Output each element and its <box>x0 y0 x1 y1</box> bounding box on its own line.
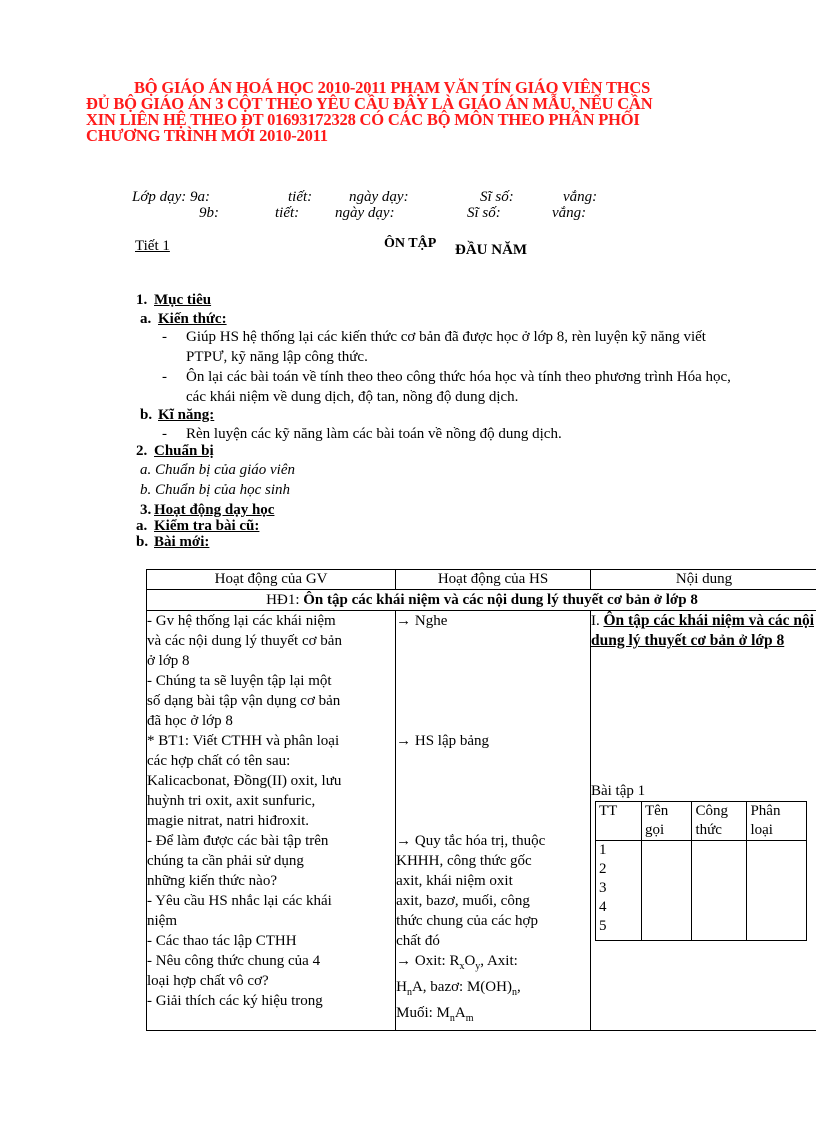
class-9b-tiet: tiết: <box>275 205 300 221</box>
activity-1-title: Ôn tập các khái niệm và các nội dung lý thuyết cơ bản ở lớp 8 <box>303 591 698 608</box>
section-3b-number: b. <box>136 534 149 550</box>
gv-line: - Các thao tác lập CTHH <box>147 933 297 949</box>
formula-sub: n <box>511 987 517 998</box>
formula-sub: m <box>465 1013 474 1024</box>
gv-line: những kiến thức nào? <box>147 873 277 889</box>
gv-line: và các nội dung lý thuyết cơ bản <box>147 633 342 649</box>
sub-row-number: 1 <box>598 842 607 858</box>
gv-line: * BT1: Viết CTHH và phân loại <box>147 733 340 749</box>
gv-line: - Nêu công thức chung của 4 <box>147 953 321 969</box>
hs-rule-line: KHHH, công thức gốc <box>396 853 532 869</box>
class-9b-label: 9b: <box>199 205 219 221</box>
formula-part: O <box>464 953 476 969</box>
section-3a-number: a. <box>136 518 148 534</box>
content-section-I <box>591 611 816 651</box>
banner-line-1: BỘ GIÁO ÁN HOÁ HỌC 2010-2011 PHẠM VĂN TÍN GIÁO VIÊN THCS <box>134 78 651 97</box>
prep-teacher: a. Chuẩn bị của giáo viên <box>140 462 295 478</box>
hs-rule-line: chất đó <box>396 933 440 949</box>
promo-banner <box>86 80 786 144</box>
content-section-I-title: Ôn tập các khái niệm và các nội dung lý thuyết cơ bản ở lớp 8 <box>590 612 815 649</box>
gv-line: loại hợp chất vô cơ? <box>147 973 269 989</box>
banner-line-4: CHƯƠNG TRÌNH MỚI 2010-2011 <box>86 126 328 145</box>
prep-student: b. Chuẩn bị của học sinh <box>140 482 290 498</box>
formula-sub: y <box>475 961 481 972</box>
hs-make-table: → HS lập bảng <box>396 733 490 749</box>
class-9a-tiet: tiết: <box>288 189 313 205</box>
student-activity-cell <box>396 611 591 1031</box>
formula-sub: x <box>459 961 465 972</box>
class-9a-siso: Sĩ số: <box>480 189 514 205</box>
sub-row-number: 4 <box>598 899 607 915</box>
formula-part: , <box>516 979 521 995</box>
hs-rule-line: axit, khái niệm oxit <box>396 873 513 889</box>
class-9b-siso: Sĩ số: <box>467 205 501 221</box>
lesson-title-b: ĐẦU NĂM <box>455 242 528 258</box>
gv-line: - Yêu cầu HS nhắc lại các khái <box>147 893 332 909</box>
hs-rule-line: axit, bazơ, muối, công <box>396 893 530 909</box>
hs-formula-axit-bazo <box>396 977 590 1003</box>
class-9a-label: Lớp dạy: 9a: <box>132 189 210 205</box>
sub-header-tt: TT <box>595 802 641 841</box>
formula-part: → Oxit: R <box>396 953 460 969</box>
teacher-activity-cell <box>147 611 396 1031</box>
content-cell <box>590 611 816 1031</box>
section-3a-heading: Kiểm tra bài cũ: <box>154 518 260 534</box>
sub-row-number: 2 <box>598 861 607 877</box>
formula-part: A, bazơ: M(OH) <box>411 979 512 995</box>
section-1b-heading: Kĩ năng: <box>158 407 215 423</box>
lesson-table <box>146 569 816 1031</box>
gv-line: chúng ta cần phải sử dụng <box>147 853 304 869</box>
sub-header-class: Phân loại <box>747 802 807 841</box>
hs-formula-muoi <box>396 1003 590 1029</box>
gv-line: - Để làm được các bài tập trên <box>147 833 329 849</box>
formula-sub: n <box>406 987 412 998</box>
sub-row-number: 5 <box>598 918 607 934</box>
lesson-number: Tiết 1 <box>135 238 170 254</box>
sub-cell-formula <box>692 841 747 941</box>
activity-1-prefix: HĐ1: <box>266 591 300 608</box>
exercise-1-label: Bài tập 1 <box>590 783 646 799</box>
knowledge-item-1: - Giúp HS hệ thống lại các kiến thức cơ bản đã được học ở lớp 8, rèn luyện kỹ năng viết PTPƯ, kỹ năng lập công thức. <box>162 329 706 365</box>
sub-cell-class <box>747 841 807 941</box>
exercise-1-table <box>595 801 807 941</box>
gv-line: các hợp chất có tên sau: <box>147 753 291 769</box>
knowledge-item-2: - Ôn lại các bài toán về tính theo theo công thức hóa học và tính theo phương trình Hóa học, các khái niệm về dung dịch, độ tan, nồng độ dung dịch. <box>162 369 731 405</box>
class-9a-ngay: ngày dạy: <box>349 189 409 205</box>
class-9a-vang: vắng: <box>563 189 598 205</box>
section-2-number: 2. <box>136 443 148 459</box>
header-content: Nội dung <box>590 570 816 590</box>
hs-listen: → Nghe <box>396 613 448 629</box>
class-9b-vang: vắng: <box>552 205 587 221</box>
banner-line-3: XIN LIÊN HỆ THEO ĐT 01693172328 CÓ CÁC BỘ MÔN THEO PHÂN PHỐI <box>86 110 640 129</box>
skill-item-1: - Rèn luyện các kỹ năng làm các bài toán về nồng độ dung dịch. <box>162 426 562 442</box>
section-3b-heading: Bài mới: <box>154 534 210 550</box>
section-2-heading: Chuẩn bị <box>154 443 214 459</box>
gv-line: số dạng bài tập vận dụng cơ bản <box>147 693 341 709</box>
gv-line: - Gv hệ thống lại các khái niệm <box>147 613 336 629</box>
skill-item-1-text: Rèn luyện các kỹ năng làm các bài toán về nồng độ dung dịch. <box>186 426 562 442</box>
formula-sub: n <box>449 1013 455 1024</box>
sub-header-formula: Công thức <box>692 802 747 841</box>
formula-part: Muối: M <box>396 1005 450 1021</box>
section-3-number: 3. <box>140 502 152 518</box>
hs-rule-line: → Quy tắc hóa trị, thuộc <box>396 833 546 849</box>
section-3-heading: Hoạt động dạy học <box>154 502 275 518</box>
section-1-heading: Mục tiêu <box>154 292 212 308</box>
formula-part: A <box>454 1005 466 1021</box>
sub-row-number: 3 <box>598 880 607 896</box>
section-1-number: 1. <box>136 292 148 308</box>
knowledge-item-2-text: Ôn lại các bài toán về tính theo theo công thức hóa học và tính theo phương trình Hóa học, các khái niệm về dung dịch, độ tan, nồng độ dung dịch. <box>186 369 731 405</box>
sub-header-name: Tên gọi <box>641 802 692 841</box>
gv-line: - Chúng ta sẽ luyện tập lại một <box>147 673 332 689</box>
activity-1-row <box>147 590 816 611</box>
sub-cell-name <box>641 841 692 941</box>
section-1a-number: a. <box>140 311 152 327</box>
gv-line: niệm <box>147 913 177 929</box>
sub-row-numbers <box>595 841 641 941</box>
hs-rule-line: thức chung của các hợp <box>396 913 538 929</box>
section-1a-heading: Kiến thức: <box>158 311 227 327</box>
content-section-I-number: I. <box>590 613 600 629</box>
banner-line-2: ĐỦ BỘ GIÁO ÁN 3 CỘT THEO YÊU CẦU ĐÂY LÀ GIÁO ÁN MẪU, NẾU CẦN <box>86 94 653 113</box>
header-teacher-activity: Hoạt động của GV <box>147 570 396 590</box>
hs-formula-oxit <box>396 951 590 977</box>
header-student-activity: Hoạt động của HS <box>396 570 591 590</box>
formula-part: , Axit: <box>480 953 518 969</box>
section-1b-number: b. <box>140 407 153 423</box>
gv-line: Kalicacbonat, Đồng(II) oxit, lưu <box>147 773 342 789</box>
knowledge-item-1-text: Giúp HS hệ thống lại các kiến thức cơ bản đã được học ở lớp 8, rèn luyện kỹ năng viết PTPƯ, kỹ năng lập công thức. <box>186 329 706 365</box>
class-9b-ngay: ngày dạy: <box>335 205 395 221</box>
gv-line: - Giải thích các ký hiệu trong <box>147 993 323 1009</box>
gv-line: huỳnh tri oxit, axit sunfuric, <box>147 793 316 809</box>
lesson-title-a: ÔN TẬP <box>384 236 437 251</box>
gv-line: ở lớp 8 <box>147 653 190 669</box>
gv-line: magie nitrat, natri hiđroxit. <box>147 813 310 829</box>
formula-part: H <box>396 979 407 995</box>
gv-line: đã học ở lớp 8 <box>147 713 233 729</box>
